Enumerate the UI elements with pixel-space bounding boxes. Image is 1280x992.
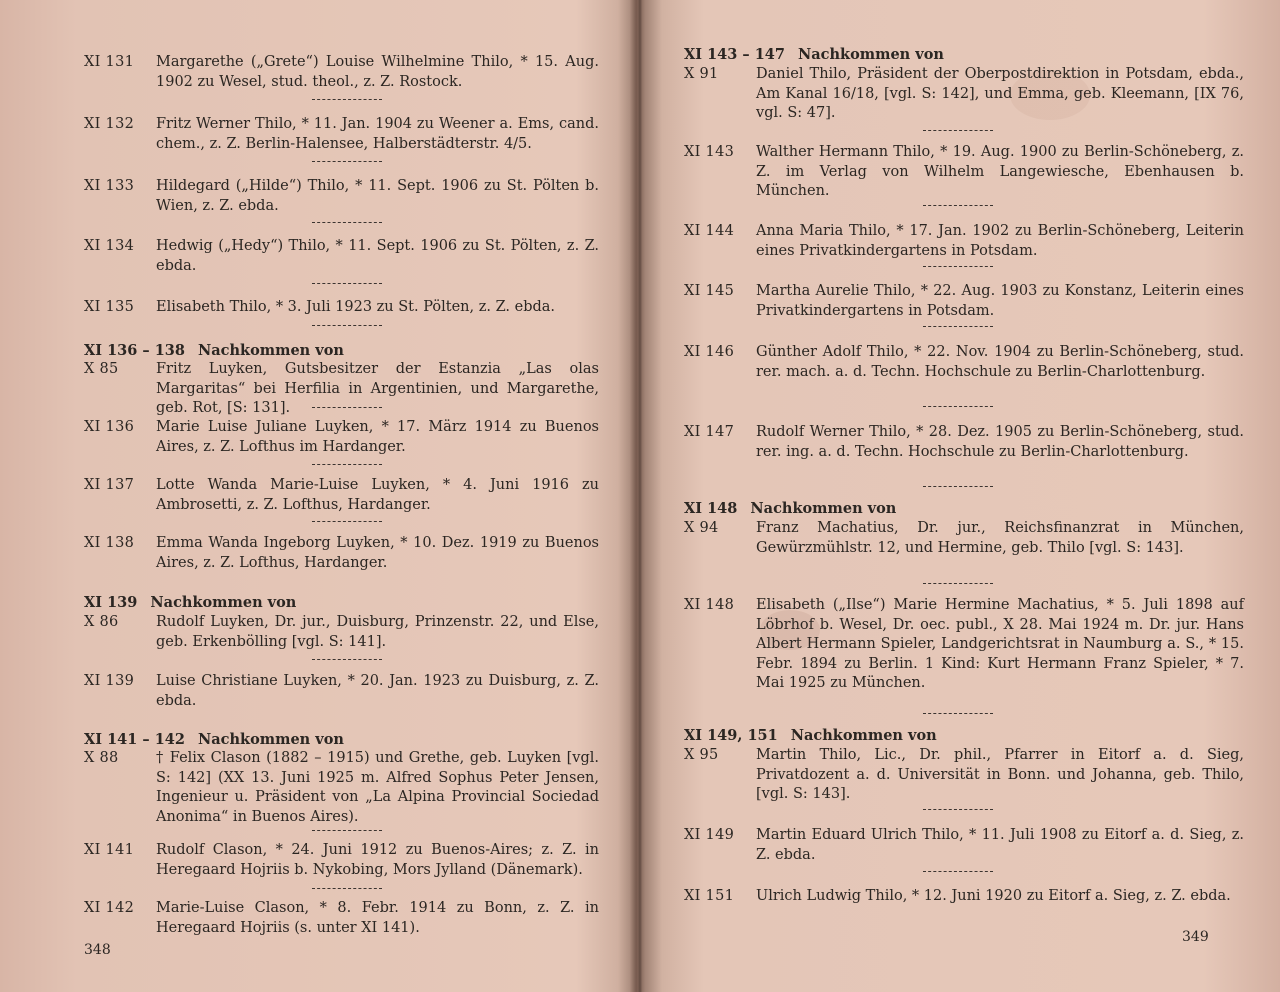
entry-x-91 bbox=[684, 65, 1244, 124]
separator-dashes bbox=[923, 266, 993, 267]
entry-number: XI 136 bbox=[84, 419, 135, 435]
entry-number: XI 146 bbox=[684, 344, 735, 360]
separator-dashes bbox=[312, 99, 382, 100]
left-page bbox=[0, 0, 632, 992]
separator-dashes bbox=[923, 130, 993, 131]
header-number: XI 143 – 147 bbox=[684, 46, 785, 63]
entry-number: XI 141 bbox=[84, 842, 135, 858]
entry-text: Walther Hermann Thilo, * 19. Aug. 1900 zu Berlin-Schöneberg, z. Z. im Verlag von Wilhelm Langewiesche, Ebenhausen b. München. bbox=[756, 144, 1244, 199]
separator-dashes bbox=[923, 486, 993, 487]
entry-number: X 86 bbox=[84, 614, 119, 630]
header-text: Nachkommen von bbox=[750, 500, 897, 517]
entry-text: Günther Adolf Thilo, * 22. Nov. 1904 zu Berlin-Schöneberg, stud. rer. mach. a. d. Techn. Hochschule zu Berlin-Charlottenburg. bbox=[756, 344, 1244, 380]
entry-number: XI 144 bbox=[684, 223, 735, 239]
descendants-header bbox=[684, 45, 1244, 65]
entry-number: XI 149 bbox=[684, 827, 735, 843]
entry-xi-135 bbox=[84, 298, 599, 318]
entry-number: XI 143 bbox=[684, 144, 735, 160]
separator-dashes bbox=[923, 583, 993, 584]
entry-number: X 88 bbox=[84, 750, 119, 766]
entry-number: XI 137 bbox=[84, 477, 135, 493]
separator-dashes bbox=[312, 161, 382, 162]
entry-text: Marie Luise Juliane Luyken, * 17. März 1914 zu Buenos Aires, z. Z. Lofthus im Hardanger. bbox=[156, 419, 599, 455]
descendants-header bbox=[684, 726, 1244, 746]
entry-xi-147 bbox=[684, 423, 1244, 462]
separator-dashes bbox=[312, 830, 382, 831]
entry-number: XI 142 bbox=[84, 900, 135, 916]
separator-dashes bbox=[923, 326, 993, 327]
entry-xi-146 bbox=[684, 343, 1244, 382]
separator-dashes bbox=[312, 325, 382, 326]
entry-xi-131 bbox=[84, 53, 599, 92]
page-number: 348 bbox=[84, 942, 111, 958]
header-text: Nachkommen von bbox=[198, 342, 344, 359]
entry-number: X 85 bbox=[84, 361, 119, 377]
header-number: XI 136 – 138 bbox=[84, 342, 185, 359]
separator-dashes bbox=[312, 659, 382, 660]
entry-text: Elisabeth („Ilse“) Marie Hermine Machatius, * 5. Juli 1898 auf Löbrhof b. Wesel, Dr. oec. publ., X 28. Mai 1924 m. Dr. jur. Hans Albert Hermann Spieler, Landgerichtsrat in Naumburg a. S., * 15. Febr. 1894 zu Berlin. 1 Kind: Kurt Hermann Franz Spieler, * 7. Mai 1925 zu München. bbox=[756, 597, 1244, 691]
entry-text: Fritz Werner Thilo, * 11. Jan. 1904 zu Weener a. Ems, cand. chem., z. Z. Berlin-Halensee, Halberstädterstr. 4/5. bbox=[156, 116, 599, 152]
entry-xi-145 bbox=[684, 282, 1244, 321]
entry-text: Rudolf Werner Thilo, * 28. Dez. 1905 zu Berlin-Schöneberg, stud. rer. ing. a. d. Techn. Hochschule zu Berlin-Charlottenburg. bbox=[756, 424, 1244, 460]
entry-xi-144 bbox=[684, 222, 1244, 261]
entry-text: Rudolf Luyken, Dr. jur., Duisburg, Prinzenstr. 22, und Else, geb. Erkenbölling [vgl. S: 141]. bbox=[156, 614, 599, 650]
entry-xi-133 bbox=[84, 177, 599, 216]
entry-text: Martin Eduard Ulrich Thilo, * 11. Juli 1908 zu Eitorf a. d. Sieg, z. Z. ebda. bbox=[756, 827, 1244, 863]
entry-x-85 bbox=[84, 360, 599, 419]
entry-number: XI 139 bbox=[84, 673, 135, 689]
entry-xi-138 bbox=[84, 534, 599, 573]
descendants-header bbox=[84, 730, 599, 750]
entry-text: Franz Machatius, Dr. jur., Reichsfinanzrat in München, Gewürzmühlstr. 12, und Hermine, geb. Thilo [vgl. S: 143]. bbox=[756, 520, 1244, 556]
entry-text: Fritz Luyken, Gutsbesitzer der Estanzia „Las olas Margaritas“ bei Herfilia in Argentinien, und Margarethe, geb. Rot, [S: 131]. bbox=[156, 361, 599, 416]
separator-dashes bbox=[923, 713, 993, 714]
entry-number: XI 133 bbox=[84, 178, 135, 194]
separator-dashes bbox=[923, 871, 993, 872]
header-number: XI 141 – 142 bbox=[84, 731, 185, 748]
entry-text: Martin Thilo, Lic., Dr. phil., Pfarrer in Eitorf a. d. Sieg, Privatdozent a. d. Universität in Bonn. und Johanna, geb. Thilo, [vgl. S: 143]. bbox=[756, 747, 1244, 802]
entry-xi-141 bbox=[84, 841, 599, 880]
entry-text: Marie-Luise Clason, * 8. Febr. 1914 zu Bonn, z. Z. in Heregaard Hojriis (s. unter XI 141). bbox=[156, 900, 599, 936]
entry-text: Anna Maria Thilo, * 17. Jan. 1902 zu Berlin-Schöneberg, Leiterin eines Privatkindergartens in Potsdam. bbox=[756, 223, 1244, 259]
entry-xi-139 bbox=[84, 672, 599, 711]
entry-text: Luise Christiane Luyken, * 20. Jan. 1923 zu Duisburg, z. Z. ebda. bbox=[156, 673, 599, 709]
entry-text: Emma Wanda Ingeborg Luyken, * 10. Dez. 1919 zu Buenos Aires, z. Z. Lofthus, Hardanger. bbox=[156, 535, 599, 571]
header-number: XI 139 bbox=[84, 594, 138, 611]
entry-x-94 bbox=[684, 519, 1244, 558]
entry-text: Hildegard („Hilde“) Thilo, * 11. Sept. 1906 zu St. Pölten b. Wien, z. Z. ebda. bbox=[156, 178, 599, 214]
entry-text: Ulrich Ludwig Thilo, * 12. Juni 1920 zu Eitorf a. Sieg, z. Z. ebda. bbox=[756, 888, 1231, 904]
descendants-header bbox=[84, 593, 599, 613]
entry-number: XI 151 bbox=[684, 888, 735, 904]
separator-dashes bbox=[312, 283, 382, 284]
separator-dashes bbox=[312, 464, 382, 465]
entry-text: Hedwig („Hedy“) Thilo, * 11. Sept. 1906 zu St. Pölten, z. Z. ebda. bbox=[156, 238, 599, 274]
entry-xi-143 bbox=[684, 143, 1244, 202]
entry-text: Margarethe („Grete“) Louise Wilhelmine Thilo, * 15. Aug. 1902 zu Wesel, stud. theol., z. Z. Rostock. bbox=[156, 54, 599, 90]
entry-text: Daniel Thilo, Präsident der Oberpostdirektion in Potsdam, ebda., Am Kanal 16/18, [vgl. S: 142], und Emma, geb. Kleemann, [IX 76, vgl. S: 47]. bbox=[756, 66, 1244, 121]
right-page bbox=[648, 0, 1280, 992]
entry-number: X 94 bbox=[684, 520, 719, 536]
descendants-header bbox=[84, 341, 599, 361]
entry-number: XI 138 bbox=[84, 535, 135, 551]
entry-xi-142 bbox=[84, 899, 599, 938]
entry-number: XI 135 bbox=[84, 299, 135, 315]
header-number: XI 149, 151 bbox=[684, 727, 778, 744]
separator-dashes bbox=[923, 809, 993, 810]
entry-text: Rudolf Clason, * 24. Juni 1912 zu Buenos-Aires; z. Z. in Heregaard Hojriis b. Nykobing, Mors Jylland (Dänemark). bbox=[156, 842, 599, 878]
entry-number: XI 134 bbox=[84, 238, 135, 254]
entry-xi-149 bbox=[684, 826, 1244, 865]
entry-number: XI 131 bbox=[84, 54, 135, 70]
entry-text: Martha Aurelie Thilo, * 22. Aug. 1903 zu Konstanz, Leiterin eines Privatkindergartens in Potsdam. bbox=[756, 283, 1244, 319]
entry-xi-136 bbox=[84, 418, 599, 457]
entry-number: X 91 bbox=[684, 66, 719, 82]
separator-dashes bbox=[312, 222, 382, 223]
entry-x-95 bbox=[684, 746, 1244, 805]
entry-text: Elisabeth Thilo, * 3. Juli 1923 zu St. Pölten, z. Z. ebda. bbox=[156, 299, 556, 315]
entry-xi-148 bbox=[684, 596, 1244, 694]
separator-dashes bbox=[312, 521, 382, 522]
entry-xi-134 bbox=[84, 237, 599, 276]
separator-dashes bbox=[312, 407, 382, 408]
entry-xi-132 bbox=[84, 115, 599, 154]
header-text: Nachkommen von bbox=[198, 731, 344, 748]
entry-number: XI 145 bbox=[684, 283, 735, 299]
entry-number: XI 148 bbox=[684, 597, 735, 613]
entry-xi-151 bbox=[684, 887, 1244, 907]
entry-number: X 95 bbox=[684, 747, 719, 763]
entry-xi-137 bbox=[84, 476, 599, 515]
separator-dashes bbox=[312, 888, 382, 889]
entry-x-86 bbox=[84, 613, 599, 652]
descendants-header bbox=[684, 499, 1244, 519]
separator-dashes bbox=[923, 205, 993, 206]
entry-x-88 bbox=[84, 749, 599, 827]
page-number: 349 bbox=[1182, 929, 1209, 945]
header-text: Nachkommen von bbox=[790, 727, 937, 744]
separator-dashes bbox=[923, 406, 993, 407]
entry-number: XI 147 bbox=[684, 424, 735, 440]
entry-text: † Felix Clason (1882 – 1915) und Grethe, geb. Luyken [vgl. S: 142] (XX 13. Juni 1925 m. Alfred Sophus Peter Jensen, Ingenieur u. Präsident von „La Alpina Provincial Sociedad Anonima“ in Buenos Aires). bbox=[156, 750, 599, 825]
entry-number: XI 132 bbox=[84, 116, 135, 132]
header-text: Nachkommen von bbox=[798, 46, 944, 63]
header-text: Nachkommen von bbox=[150, 594, 297, 611]
header-number: XI 148 bbox=[684, 500, 738, 517]
entry-text: Lotte Wanda Marie-Luise Luyken, * 4. Juni 1916 zu Ambrosetti, z. Z. Lofthus, Hardanger. bbox=[156, 477, 599, 513]
